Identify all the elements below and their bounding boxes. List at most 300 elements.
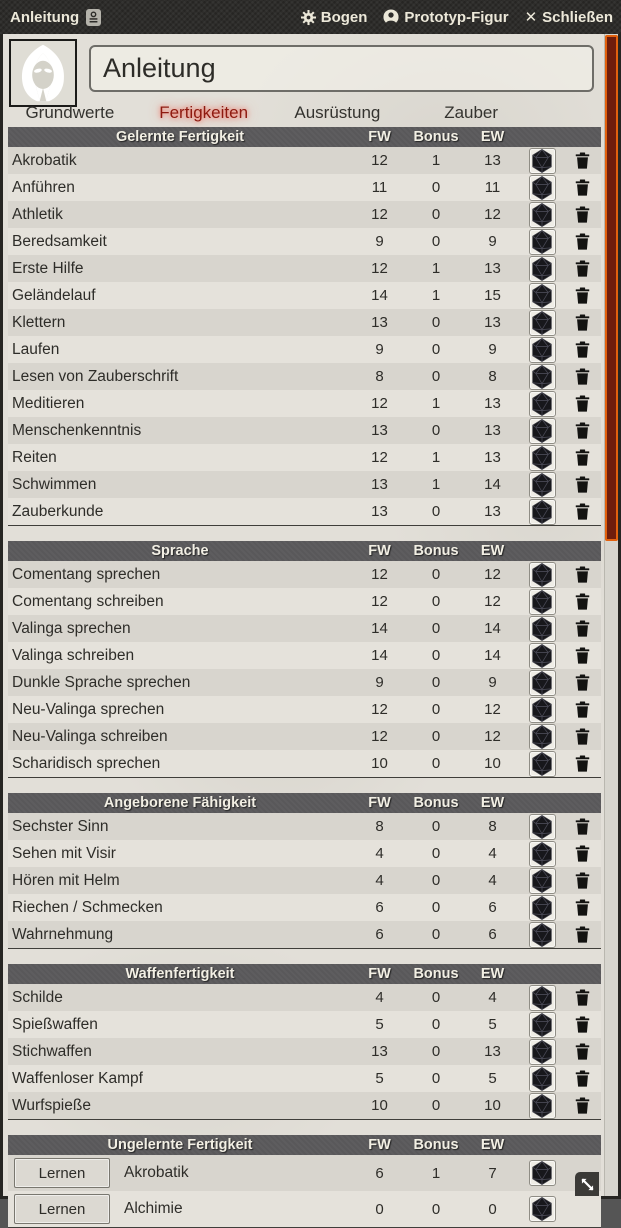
skill-bonus-value: 1 (431, 287, 441, 304)
column-header-bonus: Bonus (413, 795, 459, 811)
skill-fw-value: 13 (371, 422, 388, 439)
d20-die-icon (531, 923, 553, 947)
trash-icon (575, 287, 590, 304)
skill-fw-value: 4 (375, 872, 384, 889)
character-name-input[interactable] (89, 45, 594, 92)
skill-bonus-value: 0 (431, 503, 441, 520)
trash-icon (575, 1070, 590, 1087)
skill-row (8, 1065, 601, 1092)
d20-die-icon (531, 419, 553, 443)
skill-bonus-value: 1 (431, 152, 441, 169)
skill-fw-value: 13 (371, 476, 388, 493)
tab-bar (3, 100, 538, 126)
trash-icon (575, 422, 590, 439)
skill-name: Valinga sprechen (12, 619, 131, 637)
skill-row (8, 750, 601, 777)
skill-bonus-value: 0 (431, 728, 441, 745)
skill-row (8, 561, 601, 588)
tab-fertigkeiten[interactable]: Fertigkeiten (159, 103, 249, 122)
document-badge-icon (86, 9, 101, 26)
trash-icon (575, 899, 590, 916)
skill-row (8, 1191, 601, 1227)
trash-icon (575, 449, 590, 466)
dice-roll-button[interactable] (529, 229, 556, 255)
skill-row (8, 696, 601, 723)
delete-skill-button[interactable] (575, 260, 590, 277)
skill-fw-value: 12 (371, 449, 388, 466)
skill-name: Neu-Valinga sprechen (12, 700, 165, 718)
skill-row (8, 309, 601, 336)
dice-roll-button[interactable] (529, 364, 556, 390)
skill-name: Athletik (12, 205, 63, 223)
delete-skill-button[interactable] (575, 926, 590, 943)
delete-skill-button[interactable] (575, 872, 590, 889)
skill-ew-value: 12 (484, 728, 501, 745)
skill-fw-value: 14 (371, 287, 388, 304)
skill-fw-value: 12 (371, 701, 388, 718)
delete-skill-button[interactable] (575, 728, 590, 745)
d20-die-icon (531, 1013, 553, 1037)
d20-die-icon (531, 563, 553, 587)
skill-ew-value: 4 (488, 845, 497, 862)
delete-skill-button[interactable] (575, 341, 590, 358)
dice-roll-button[interactable] (529, 670, 556, 696)
trash-icon (575, 989, 590, 1006)
skill-fw-value: 10 (371, 755, 388, 772)
d20-die-icon (531, 644, 553, 668)
d20-die-icon (531, 149, 553, 173)
sheet-content (3, 34, 618, 1218)
skill-fw-value: 10 (371, 1097, 388, 1114)
trash-icon (575, 872, 590, 889)
skill-ew-value: 12 (484, 593, 501, 610)
skill-row (8, 669, 601, 696)
scrollbar-thumb[interactable] (605, 35, 618, 541)
skill-name: Beredsamkeit (12, 232, 107, 250)
trash-icon (575, 260, 590, 277)
trash-icon (575, 818, 590, 835)
skill-row (8, 174, 601, 201)
dice-roll-button[interactable] (529, 1196, 556, 1222)
window-title: Anleitung (10, 8, 80, 26)
delete-skill-button[interactable] (575, 845, 590, 862)
delete-skill-button[interactable] (575, 449, 590, 466)
dice-roll-button[interactable] (529, 418, 556, 444)
skill-name: Laufen (12, 340, 60, 358)
skill-ew-value: 15 (484, 287, 501, 304)
table-header (8, 793, 601, 813)
resize-handle[interactable] (575, 1172, 599, 1196)
skill-ew-value: 5 (488, 1016, 497, 1033)
skill-table-sprache (8, 541, 601, 778)
delete-skill-button[interactable] (575, 1043, 590, 1060)
skill-bonus-value: 0 (431, 701, 441, 718)
delete-skill-button[interactable] (575, 287, 590, 304)
skill-name: Akrobatik (124, 1164, 189, 1181)
table-title: Waffenfertigkeit (125, 966, 235, 982)
skill-bonus-value: 0 (431, 314, 441, 331)
skill-bonus-value: 0 (431, 566, 441, 583)
d20-die-icon (531, 176, 553, 200)
dice-roll-button[interactable] (529, 256, 556, 282)
skill-fw-value: 9 (375, 233, 384, 250)
skill-name: Geländelauf (12, 286, 96, 304)
d20-die-icon (531, 896, 553, 920)
skill-bonus-value: 0 (431, 1070, 441, 1087)
titlebar (0, 0, 621, 34)
dice-roll-button[interactable] (529, 1160, 556, 1186)
skill-ew-value: 13 (484, 503, 501, 520)
d20-die-icon (531, 698, 553, 722)
trash-icon (575, 755, 590, 772)
skill-bonus-value: 0 (431, 899, 441, 916)
skill-ew-value: 0 (488, 1200, 497, 1218)
delete-skill-button[interactable] (575, 989, 590, 1006)
skill-row (8, 840, 601, 867)
skill-row (8, 498, 601, 525)
learn-button[interactable]: Lernen (14, 1194, 110, 1224)
dice-roll-button[interactable] (529, 202, 556, 228)
skill-fw-value: 4 (375, 845, 384, 862)
skill-tables (8, 127, 601, 1218)
delete-skill-button[interactable] (575, 755, 590, 772)
skill-bonus-value: 0 (431, 647, 441, 664)
delete-skill-button[interactable] (575, 701, 590, 718)
learn-button[interactable]: Lernen (14, 1158, 110, 1188)
trash-icon (575, 845, 590, 862)
skill-bonus-value: 0 (431, 593, 441, 610)
delete-skill-button[interactable] (575, 395, 590, 412)
skill-ew-value: 8 (488, 818, 497, 835)
skill-row (8, 363, 601, 390)
skill-row (8, 201, 601, 228)
skill-ew-value: 14 (484, 620, 501, 637)
skill-name: Wahrnehmung (12, 925, 114, 943)
d20-die-icon (531, 338, 553, 362)
dice-roll-button[interactable] (529, 310, 556, 336)
d20-die-icon (531, 284, 553, 308)
dice-roll-button[interactable] (529, 895, 556, 921)
delete-skill-button[interactable] (575, 233, 590, 250)
table-title: Ungelernte Fertigkeit (107, 1137, 253, 1153)
dice-roll-button[interactable] (529, 814, 556, 840)
skill-ew-value: 13 (484, 260, 501, 277)
trash-icon (575, 152, 590, 169)
trash-icon (575, 206, 590, 223)
trash-icon (575, 179, 590, 196)
skill-fw-value: 13 (371, 503, 388, 520)
skill-ew-value: 13 (484, 449, 501, 466)
skill-name: Scharidisch sprechen (12, 754, 161, 772)
delete-skill-button[interactable] (575, 152, 590, 169)
dice-roll-button[interactable] (529, 1093, 556, 1119)
delete-skill-button[interactable] (575, 1016, 590, 1033)
gear-icon (301, 10, 316, 25)
trash-icon (575, 674, 590, 691)
skill-ew-value: 12 (484, 206, 501, 223)
dice-roll-button[interactable] (529, 697, 556, 723)
skill-fw-value: 12 (371, 260, 388, 277)
table-title: Sprache (151, 543, 209, 559)
table-title: Gelernte Fertigkeit (115, 129, 245, 145)
titlebar-menu (301, 9, 613, 26)
delete-skill-button[interactable] (575, 1097, 590, 1114)
skill-bonus-value: 0 (431, 872, 441, 889)
delete-skill-button[interactable] (575, 476, 590, 493)
skill-bonus-value: 1 (431, 260, 441, 277)
skill-name: Schilde (12, 988, 63, 1006)
skill-fw-value: 12 (371, 206, 388, 223)
column-header-fw: FW (368, 966, 391, 982)
tab-ausr-stung[interactable]: Ausrüstung (294, 103, 381, 122)
column-header-fw: FW (368, 1137, 391, 1153)
d20-die-icon (531, 869, 553, 893)
delete-skill-button[interactable] (575, 674, 590, 691)
skill-row (8, 147, 601, 174)
skill-table-angeborene-f-higkeit (8, 793, 601, 949)
skill-name: Neu-Valinga schreiben (12, 727, 168, 745)
delete-skill-button[interactable] (575, 314, 590, 331)
column-header-bonus: Bonus (413, 1137, 459, 1153)
table-header (8, 1135, 601, 1155)
skill-ew-value: 14 (484, 647, 501, 664)
skill-ew-value: 4 (488, 872, 497, 889)
skill-bonus-value: 0 (431, 926, 441, 943)
skill-row (8, 615, 601, 642)
skill-name: Valinga schreiben (12, 646, 135, 664)
d20-die-icon (531, 617, 553, 641)
skill-row (8, 471, 601, 498)
skill-name: Dunkle Sprache sprechen (12, 673, 191, 691)
table-title: Angeborene Fähigkeit (103, 795, 257, 811)
skill-bonus-value: 0 (431, 755, 441, 772)
dice-roll-button[interactable] (529, 589, 556, 615)
skill-ew-value: 9 (488, 674, 497, 691)
skill-bonus-value: 0 (431, 233, 441, 250)
skill-name: Waffenloser Kampf (12, 1069, 143, 1087)
avatar[interactable] (9, 39, 77, 107)
table-header (8, 964, 601, 984)
skill-ew-value: 8 (488, 368, 497, 385)
skill-bonus-value: 0 (431, 1016, 441, 1033)
skill-row (8, 417, 601, 444)
delete-skill-button[interactable] (575, 422, 590, 439)
delete-skill-button[interactable] (575, 368, 590, 385)
skill-name: Meditieren (12, 394, 85, 412)
delete-skill-button[interactable] (575, 899, 590, 916)
person-icon (383, 9, 399, 25)
dice-roll-button[interactable] (529, 841, 556, 867)
delete-skill-button[interactable] (575, 179, 590, 196)
skill-row (8, 921, 601, 948)
skill-fw-value: 12 (371, 152, 388, 169)
skill-ew-value: 5 (488, 1070, 497, 1087)
skill-fw-value: 14 (371, 620, 388, 637)
d20-die-icon (531, 311, 553, 335)
skill-row (8, 1155, 601, 1191)
trash-icon (575, 701, 590, 718)
dice-roll-button[interactable] (529, 562, 556, 588)
skill-name: Wurfspieße (12, 1096, 91, 1114)
d20-die-icon (531, 392, 553, 416)
menu-item-bogen[interactable] (301, 9, 368, 26)
skill-bonus-value: 0 (431, 845, 441, 862)
column-header-ew: EW (480, 543, 505, 559)
trash-icon (575, 476, 590, 493)
skill-table-ungelernte-fertigkeit (8, 1135, 601, 1228)
skill-bonus-value: 0 (431, 620, 441, 637)
scrollbar-track[interactable] (604, 34, 618, 1196)
delete-skill-button[interactable] (575, 503, 590, 520)
dice-roll-button[interactable] (529, 337, 556, 363)
resize-diagonal-arrow-icon (581, 1178, 594, 1191)
d20-die-icon (531, 257, 553, 281)
delete-skill-button[interactable] (575, 620, 590, 637)
d20-die-icon (531, 1197, 553, 1221)
delete-skill-button[interactable] (575, 206, 590, 223)
dice-roll-button[interactable] (529, 724, 556, 750)
skill-fw-value: 13 (371, 314, 388, 331)
skill-fw-value: 12 (371, 395, 388, 412)
skill-row (8, 588, 601, 615)
skill-row (8, 984, 601, 1011)
skill-bonus-value: 0 (431, 989, 441, 1006)
skill-bonus-value: 0 (431, 206, 441, 223)
skill-ew-value: 14 (484, 476, 501, 493)
dice-roll-button[interactable] (529, 283, 556, 309)
skill-bonus-value: 0 (431, 1097, 441, 1114)
skill-fw-value: 13 (371, 1043, 388, 1060)
dice-roll-button[interactable] (529, 751, 556, 777)
d20-die-icon (531, 842, 553, 866)
skill-fw-value: 4 (375, 989, 384, 1006)
skill-bonus-value: 0 (431, 818, 441, 835)
d20-die-icon (531, 590, 553, 614)
skill-fw-value: 6 (375, 899, 384, 916)
delete-skill-button[interactable] (575, 593, 590, 610)
tab-grundwerte[interactable]: Grundwerte (25, 103, 115, 122)
delete-skill-button[interactable] (575, 1070, 590, 1087)
dice-roll-button[interactable] (529, 643, 556, 669)
skill-bonus-value: 1 (431, 476, 441, 493)
dice-roll-button[interactable] (529, 1039, 556, 1065)
skill-name: Stichwaffen (12, 1042, 92, 1060)
column-header-ew: EW (480, 795, 505, 811)
skill-name: Schwimmen (12, 475, 97, 493)
skill-row (8, 336, 601, 363)
delete-skill-button[interactable] (575, 566, 590, 583)
skill-row (8, 1011, 601, 1038)
skill-ew-value: 13 (484, 1043, 501, 1060)
d20-die-icon (531, 365, 553, 389)
skill-bonus-value: 0 (431, 422, 441, 439)
skill-ew-value: 10 (484, 755, 501, 772)
trash-icon (575, 368, 590, 385)
skill-name: Anführen (12, 178, 75, 196)
skill-ew-value: 12 (484, 566, 501, 583)
dice-roll-button[interactable] (529, 499, 556, 525)
skill-ew-value: 13 (484, 422, 501, 439)
d20-die-icon (531, 1040, 553, 1064)
close-icon: ✕ (524, 8, 538, 26)
tab-zauber[interactable]: Zauber (444, 103, 499, 122)
skill-fw-value: 9 (375, 674, 384, 691)
dice-roll-button[interactable] (529, 868, 556, 894)
skill-row (8, 894, 601, 921)
d20-die-icon (531, 203, 553, 227)
skill-bonus-value: 0 (431, 368, 441, 385)
dice-roll-button[interactable] (529, 616, 556, 642)
skill-fw-value: 12 (371, 593, 388, 610)
skill-fw-value: 8 (375, 818, 384, 835)
skill-ew-value: 6 (488, 899, 497, 916)
skill-bonus-value: 0 (431, 341, 441, 358)
skill-name: Menschenkenntnis (12, 421, 142, 439)
d20-die-icon (531, 752, 553, 776)
delete-skill-button[interactable] (575, 818, 590, 835)
column-header-bonus: Bonus (413, 543, 459, 559)
column-header-bonus: Bonus (413, 966, 459, 982)
menu-item-schliessen-label: Schließen (542, 8, 613, 26)
skill-name: Spießwaffen (12, 1015, 98, 1033)
column-header-ew: EW (480, 1137, 505, 1153)
skill-ew-value: 13 (484, 395, 501, 412)
d20-die-icon (531, 1161, 553, 1185)
d20-die-icon (531, 500, 553, 524)
dice-roll-button[interactable] (529, 148, 556, 174)
dice-roll-button[interactable] (529, 1012, 556, 1038)
skill-ew-value: 9 (488, 341, 497, 358)
dice-roll-button[interactable] (529, 922, 556, 948)
column-header-fw: FW (368, 543, 391, 559)
menu-item-prototyp-figur-label: Prototyp-Figur (404, 8, 509, 26)
skill-ew-value: 11 (484, 179, 501, 196)
skill-ew-value: 13 (484, 152, 501, 169)
dice-roll-button[interactable] (529, 985, 556, 1011)
dice-roll-button[interactable] (529, 391, 556, 417)
skill-row (8, 813, 601, 840)
trash-icon (575, 341, 590, 358)
skill-fw-value: 5 (375, 1070, 384, 1087)
dice-roll-button[interactable] (529, 175, 556, 201)
menu-item-schliessen[interactable] (525, 9, 613, 26)
skill-fw-value: 8 (375, 368, 384, 385)
dice-roll-button[interactable] (529, 445, 556, 471)
trash-icon (575, 728, 590, 745)
skill-bonus-value: 0 (431, 1043, 441, 1060)
trash-icon (575, 1097, 590, 1114)
delete-skill-button[interactable] (575, 647, 590, 664)
skill-row (8, 867, 601, 894)
menu-item-bogen-label: Bogen (320, 8, 368, 26)
skill-row (8, 1038, 601, 1065)
skill-fw-value: 9 (375, 341, 384, 358)
skill-row (8, 1092, 601, 1119)
trash-icon (575, 647, 590, 664)
column-header-ew: EW (480, 129, 505, 145)
skill-name: Riechen / Schmecken (12, 898, 163, 916)
d20-die-icon (531, 671, 553, 695)
skill-name: Akrobatik (12, 151, 77, 169)
d20-die-icon (531, 725, 553, 749)
dice-roll-button[interactable] (529, 472, 556, 498)
skill-fw-value: 6 (375, 1164, 384, 1182)
trash-icon (575, 620, 590, 637)
trash-icon (575, 593, 590, 610)
dice-roll-button[interactable] (529, 1066, 556, 1092)
d20-die-icon (531, 446, 553, 470)
menu-item-prototyp-figur[interactable] (383, 9, 508, 26)
